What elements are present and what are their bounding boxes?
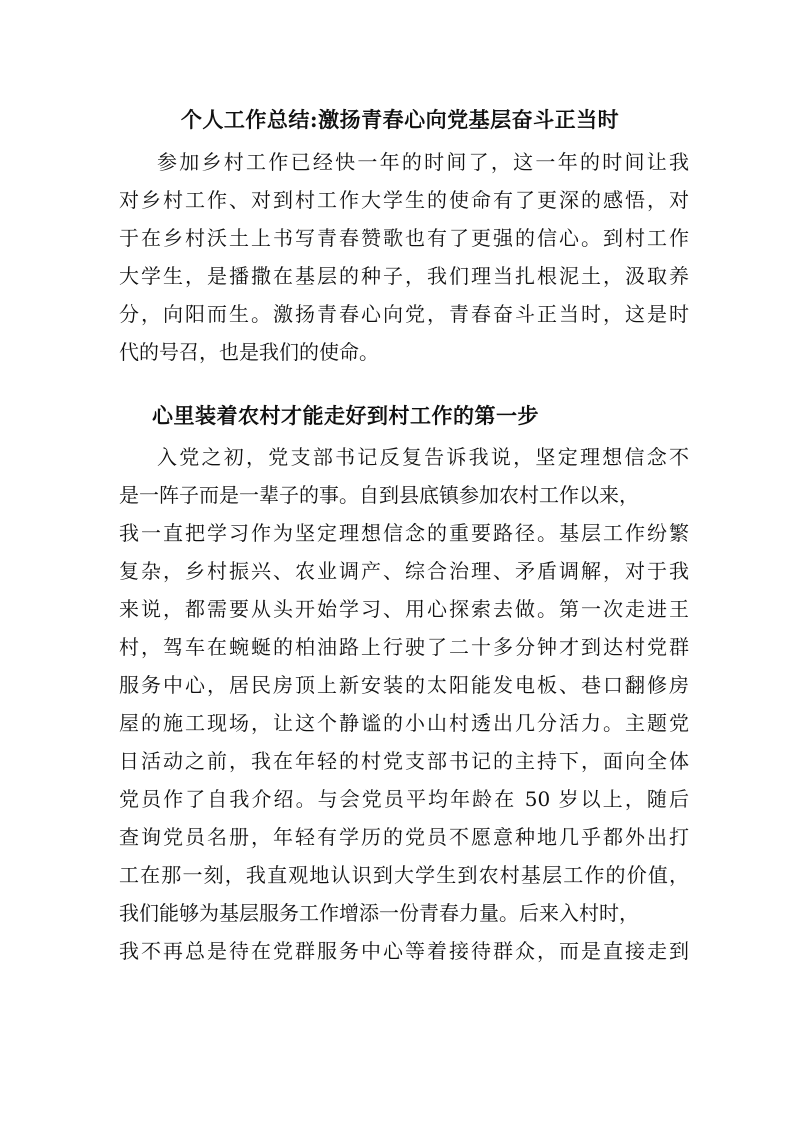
text-line: 入党之初，党支部书记反复告诉我说，坚定理想信念不 (157, 445, 689, 469)
paragraph-section-1 (119, 438, 689, 970)
text-line: 我一直把学习作为坚定理想信念的重要路径。基层工作纷繁 (119, 521, 689, 545)
text-line: 参加乡村工作已经快一年的时间了，这一年的时间让我 (157, 150, 689, 174)
text-line: 服务中心，居民房顶上新安装的太阳能发电板、巷口翻修房 (119, 673, 689, 697)
text-line: 代的号召，也是我们的使命。 (119, 340, 379, 364)
text-line: 是一阵子而是一辈子的事。自到县底镇参加农村工作以来， (119, 483, 639, 507)
text-line: 我不再总是待在党群服务中心等着接待群众，而是直接走到 (119, 939, 689, 963)
text-line: 大学生，是播撒在基层的种子，我们理当扎根泥土，汲取养 (119, 264, 689, 288)
text-line: 党员作了自我介绍。与会党员平均年龄在 50 岁以上，随后 (119, 787, 689, 811)
text-line: 日活动之前，我在年轻的村党支部书记的主持下，面向全体 (119, 749, 689, 773)
section-heading: 心里装着农村才能走好到村工作的第一步 (152, 403, 539, 428)
text-line: 来说，都需要从头开始学习、用心探索去做。第一次走进王 (119, 597, 689, 621)
text-line: 我们能够为基层服务工作增添一份青春力量。后来入村时， (119, 901, 639, 925)
document-title: 个人工作总结:激扬青春心向党基层奋斗正当时 (180, 107, 620, 132)
text-line: 复杂，乡村振兴、农业调产、综合治理、矛盾调解，对于我 (119, 559, 689, 583)
text-line: 屋的施工现场，让这个静谧的小山村透出几分活力。主题党 (119, 711, 689, 735)
text-line: 分，向阳而生。激扬青春心向党，青春奋斗正当时，这是时 (119, 302, 689, 326)
text-line: 于在乡村沃土上书写青春赞歌也有了更强的信心。到村工作 (119, 226, 689, 250)
text-line: 村，驾车在蜿蜒的柏油路上行驶了二十多分钟才到达村党群 (119, 635, 689, 659)
text-line: 工在那一刻，我直观地认识到大学生到农村基层工作的价值， (119, 863, 689, 887)
paragraph-intro (119, 143, 689, 371)
text-line: 查询党员名册，年轻有学历的党员不愿意种地几乎都外出打 (119, 825, 689, 849)
text-line: 对乡村工作、对到村工作大学生的使命有了更深的感悟，对 (119, 188, 689, 212)
